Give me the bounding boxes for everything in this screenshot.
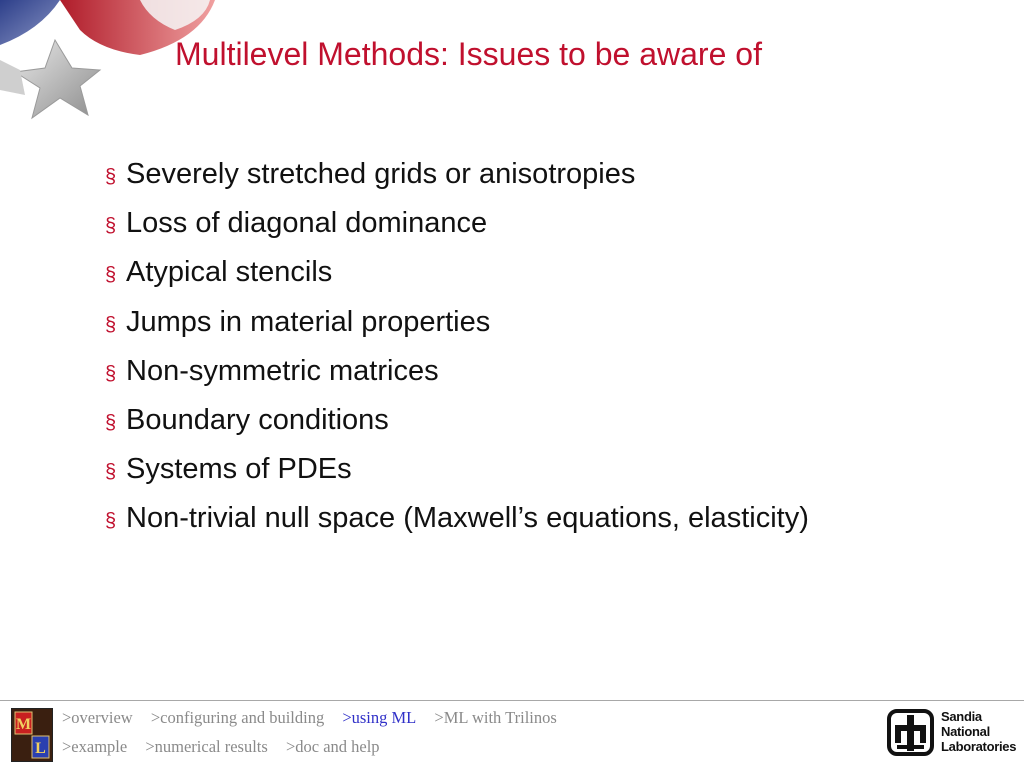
sandia-line: National bbox=[941, 724, 990, 739]
nav-link-overview[interactable]: >overview bbox=[62, 708, 133, 727]
nav-link-example[interactable]: >example bbox=[62, 737, 128, 756]
sandia-line: Sandia bbox=[941, 709, 982, 724]
slide-title: Multilevel Methods: Issues to be aware of bbox=[175, 36, 762, 72]
bullet-item bbox=[105, 445, 809, 494]
sandia-line: Laboratories bbox=[941, 739, 1017, 754]
bullet-text: Atypical stencils bbox=[126, 256, 333, 289]
nav-link-ml-with-trilinos[interactable]: >ML with Trilinos bbox=[434, 708, 557, 727]
bullet-marker-icon: § bbox=[105, 166, 117, 189]
bullet-list bbox=[105, 150, 809, 544]
bullet-marker-icon: § bbox=[105, 461, 117, 484]
footer-nav-row bbox=[62, 706, 571, 735]
footer-nav-row bbox=[62, 735, 571, 764]
ml-logo-letter-m: M bbox=[15, 716, 32, 733]
bullet-marker-icon: § bbox=[105, 313, 117, 336]
sandia-wordmark bbox=[941, 709, 1016, 754]
bullet-marker-icon: § bbox=[105, 412, 117, 435]
footer-nav bbox=[62, 706, 571, 764]
bullet-marker-icon: § bbox=[105, 362, 117, 385]
bullet-marker-icon: § bbox=[105, 510, 117, 533]
bullet-item bbox=[105, 396, 809, 445]
bullet-marker-icon: § bbox=[105, 264, 117, 287]
bullet-text: Loss of diagonal dominance bbox=[126, 207, 488, 240]
bullet-text: Non-trivial null space (Maxwell’s equations, elasticity) bbox=[126, 502, 809, 535]
bullet-item bbox=[105, 494, 809, 543]
sandia-logo bbox=[887, 707, 1017, 759]
ml-logo-icon[interactable] bbox=[11, 708, 53, 762]
sandia-thunderbird-icon bbox=[887, 709, 934, 756]
nav-link-numerical-results[interactable]: >numerical results bbox=[145, 737, 268, 756]
footer-divider bbox=[0, 700, 1024, 701]
bullet-marker-icon: § bbox=[105, 215, 117, 238]
bullet-item bbox=[105, 199, 809, 248]
bullet-text: Severely stretched grids or anisotropies bbox=[126, 158, 636, 191]
nav-link-using-ml[interactable]: >using ML bbox=[342, 708, 417, 727]
bullet-item bbox=[105, 150, 809, 199]
nav-link-doc-and-help[interactable]: >doc and help bbox=[285, 737, 380, 756]
bullet-text: Non-symmetric matrices bbox=[126, 354, 439, 387]
nav-link-configuring[interactable]: >configuring and building bbox=[150, 708, 325, 727]
ml-logo-letter-l: L bbox=[35, 740, 46, 757]
bullet-text: Jumps in material properties bbox=[126, 305, 491, 338]
bullet-item bbox=[105, 298, 809, 347]
bullet-item bbox=[105, 347, 809, 396]
bullet-item bbox=[105, 248, 809, 297]
bullet-text: Boundary conditions bbox=[126, 404, 389, 437]
bullet-text: Systems of PDEs bbox=[126, 453, 352, 486]
